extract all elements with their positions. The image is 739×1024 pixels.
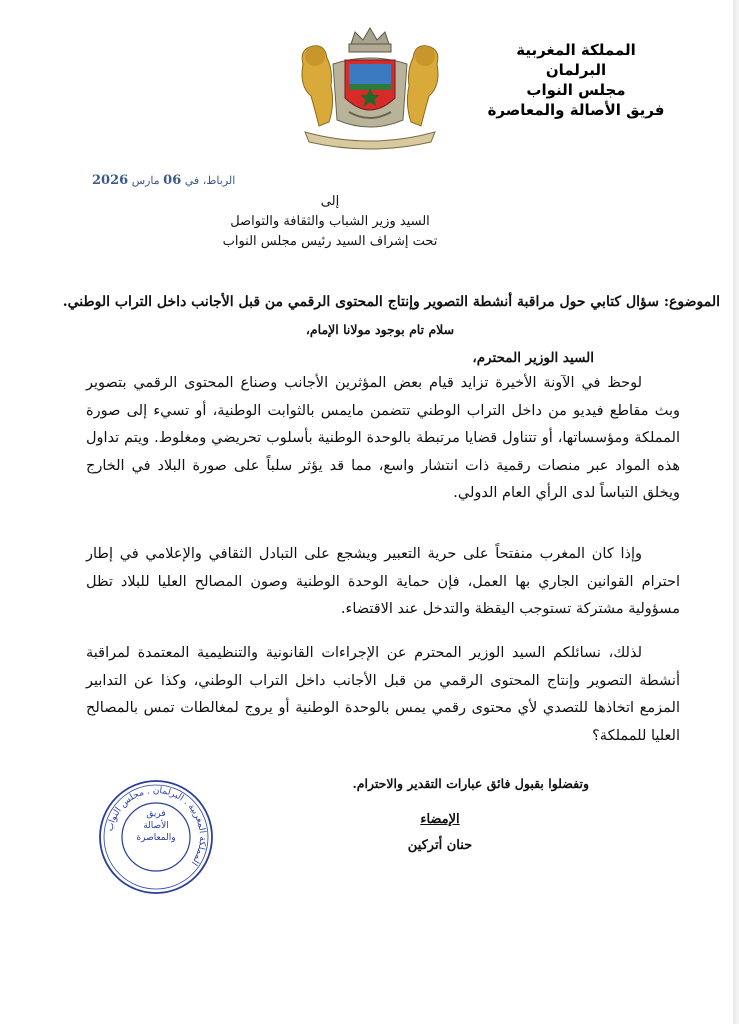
salutation: السيد الوزير المحترم، [472, 350, 594, 366]
paragraph-text: لذلك، نسائلكم السيد الوزير المحترم عن الإجراءات القانونية والتنظيمية المعتمدة لمراقبة أنشطة التصوير وإنتاج المحتوى الرقمي من قبل الأجانب داخل التراب الوطني، وكذا عن التدابير المزمع اتخاذها للتصدي لأي محتوى رقمي يمس بالوحدة الوطنية أو يروج لمغالطات تمس بالمصالح العليا للمملكة؟ [86, 645, 680, 744]
stamp-outer-text: المملكة المغربية . البرلمان . مجلس النواب [105, 785, 208, 868]
closing-line: وتفضلوا بقبول فائق عبارات التقدير والاحترام. [352, 776, 589, 791]
letterhead-kingdom: المملكة المغربية [516, 41, 636, 59]
stamp-inner-line: فريق [146, 809, 166, 819]
signature-label: الإمضاء [420, 812, 460, 827]
date-month: مارس [131, 174, 160, 187]
date-year: 2026 [92, 173, 129, 188]
date-place: الرباط، في [184, 174, 236, 187]
letterhead-parliament: البرلمان [545, 61, 607, 79]
paragraph-text: لوحظ في الآونة الأخيرة تزايد قيام بعض المؤثرين الأجانب وصناع المحتوى الرقمي بتصوير وبث مقاطع فيديو من داخل التراب الوطني تتضمن مايمس بالثوابت الوطنية، أو تسيء إلى صورة المملكة ومؤسساتها، أو تتناول قضايا مرتبطة بالوحدة الوطنية بأسلوب تحريضي ومغلوط. ويتم تداول هذه المواد عبر منصات رقمية ذات انتشار واسع، مما قد يؤثر سلباً على صورة البلاد في الخارج ويخلق التباساً لدى الرأي العام الدولي. [86, 375, 680, 501]
letterhead-house: مجلس النواب [526, 81, 626, 99]
date-day: 06 [163, 173, 182, 188]
date-line [92, 173, 235, 188]
recipient-supervision: تحت إشراف السيد رئيس مجلس النواب [222, 234, 438, 249]
body-paragraph [86, 370, 680, 508]
paragraph-text: وإذا كان المغرب منفتحاً على حرية التعبير ويشجع على التبادل الثقافي والإعلامي في إطار احترام القوانين الجاري بها العمل، فإن حماية الوحدة الوطنية وصون المصالح العليا للبلاد تظل مسؤولية مشتركة تستوجب اليقظة والتدخل عند الاقتضاء. [86, 546, 680, 617]
body-paragraph [86, 541, 680, 624]
letterhead [461, 40, 691, 120]
stamp-inner-text [120, 808, 192, 844]
stamp-inner-line: الأصالة [143, 821, 169, 831]
signatory-name: حنان أتركين [407, 838, 473, 853]
recipient-minister: السيد وزير الشباب والثقافة والتواصل [230, 214, 430, 229]
subject-line: الموضوع: سؤال كتابي حول مراقبة أنشطة التصوير وإنتاج المحتوى الرقمي من قبل الأجانب داخل التراب الوطني. [62, 294, 720, 310]
recipient-to: إلى [320, 194, 340, 209]
body-paragraph [86, 640, 680, 750]
letterhead-group: فريق الأصالة والمعاصرة [487, 101, 665, 119]
greeting: سلام تام بوجود مولانا الإمام، [305, 322, 455, 337]
stamp-inner-line: والمعاصرة [136, 833, 176, 843]
recipient-block [200, 192, 460, 252]
moroccan-coat-of-arms-icon [285, 24, 455, 152]
page-edge [733, 0, 739, 1024]
